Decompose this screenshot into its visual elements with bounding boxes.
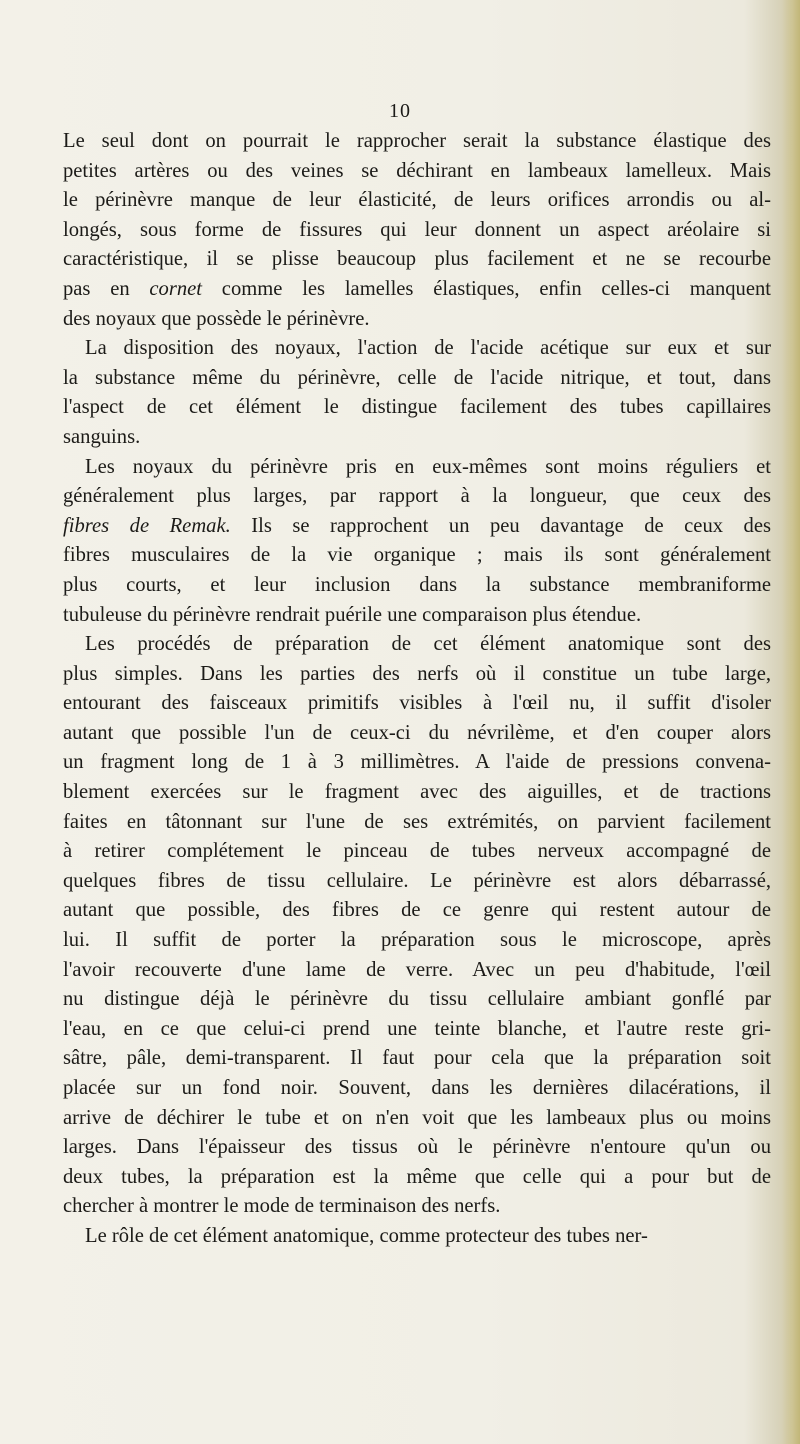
paragraph-start: Les procédés de préparation de cet élément anatomique sont des	[85, 633, 771, 656]
text-line: Le seul dont on pourrait le rapprocher serait la substance élastique des	[63, 130, 771, 152]
text-line: lui. Il suffit de porter la préparation sous le microscope, après	[63, 929, 771, 952]
text-line: arrive de déchirer le tube et on n'en voit que les lambeaux plus ou moins	[63, 1106, 771, 1129]
text-line: un fragment long de 1 à 3 millimètres. A l'aide de pressions convena-	[63, 751, 771, 774]
text-line: autant que possible l'un de ceux-ci du névrilème, et d'en couper alors	[63, 721, 771, 744]
italic-term: cornet	[149, 277, 203, 300]
text-line: sanguins.	[63, 425, 141, 448]
paragraph-start: La disposition des noyaux, l'action de l'acide acétique sur eux et sur	[85, 337, 771, 360]
paragraph-start: Les noyaux du périnèvre pris en eux-mêmes sont moins réguliers et	[85, 455, 771, 478]
text-line: généralement plus larges, par rapport à la longueur, que ceux des	[63, 485, 771, 508]
text-line: plus courts, et leur inclusion dans la substance membraniforme	[63, 573, 771, 596]
text-line: blement exercées sur le fragment avec des aiguilles, et de tractions	[63, 781, 771, 804]
italic-term: fibres de Remak.	[63, 514, 231, 537]
text-line: sâtre, pâle, demi-transparent. Il faut pour cela que la préparation soit	[63, 1047, 771, 1070]
text-line: entourant des faisceaux primitifs visibles à l'œil nu, il suffit d'isoler	[63, 692, 771, 715]
text-line: longés, sous forme de fissures qui leur donnent un aspect aréolaire si	[63, 218, 771, 241]
page-edge-shadow	[782, 0, 800, 1444]
text-line: à retirer complétement le pinceau de tubes nerveux accompagné de	[63, 840, 771, 863]
text-line: larges. Dans l'épaisseur des tissus où le périnèvre n'entoure qu'un ou	[63, 1136, 771, 1159]
paragraph-start: Le rôle de cet élément anatomique, comme protecteur des tubes ner-	[85, 1224, 648, 1247]
text-line: petites artères ou des veines se déchirant en lambeaux lamelleux. Mais	[63, 159, 771, 182]
text-line: chercher à montrer le mode de terminaison des nerfs.	[63, 1195, 501, 1218]
text-line: autant que possible, des fibres de ce genre qui restent autour de	[63, 899, 771, 922]
text-line: l'eau, en ce que celui-ci prend une teinte blanche, et l'autre reste gri-	[63, 1017, 771, 1040]
text-line: plus simples. Dans les parties des nerfs où il constitue un tube large,	[63, 662, 771, 685]
text-line: deux tubes, la préparation est la même que celle qui a pour but de	[63, 1165, 771, 1188]
text-line	[63, 275, 771, 305]
text-line: fibres musculaires de la vie organique ; mais ils sont généralement	[63, 544, 771, 567]
body-text	[63, 127, 771, 1252]
text-run: Ils se rapprochent un peu davantage de ceux des	[230, 514, 771, 537]
text-line: tubuleuse du périnèvre rendrait puérile une comparaison plus étendue.	[63, 603, 642, 626]
page-number: 10	[389, 100, 411, 122]
text-line: l'aspect de cet élément le distingue facilement des tubes capillaires	[63, 396, 771, 419]
text-run: pas en	[63, 277, 150, 300]
text-line: des noyaux que possède le périnèvre.	[63, 307, 370, 330]
text-line: quelques fibres de tissu cellulaire. Le périnèvre est alors débarrassé,	[63, 869, 771, 892]
text-line: faites en tâtonnant sur l'une de ses extrémités, on parvient facilement	[63, 810, 771, 833]
text-run: comme les lamelles élastiques, enfin celles-ci manquent	[202, 277, 771, 300]
text-line: le périnèvre manque de leur élasticité, de leurs orifices arrondis ou al-	[63, 189, 771, 212]
text-line: caractéristique, il se plisse beaucoup plus facilement et ne se recourbe	[63, 248, 771, 271]
text-line: la substance même du périnèvre, celle de l'acide nitrique, et tout, dans	[63, 366, 771, 389]
text-line: nu distingue déjà le périnèvre du tissu cellulaire ambiant gonflé par	[63, 988, 771, 1011]
text-line	[63, 512, 771, 542]
text-line: l'avoir recouverte d'une lame de verre. Avec un peu d'habitude, l'œil	[63, 958, 771, 981]
text-line: placée sur un fond noir. Souvent, dans les dernières dilacérations, il	[63, 1077, 771, 1099]
